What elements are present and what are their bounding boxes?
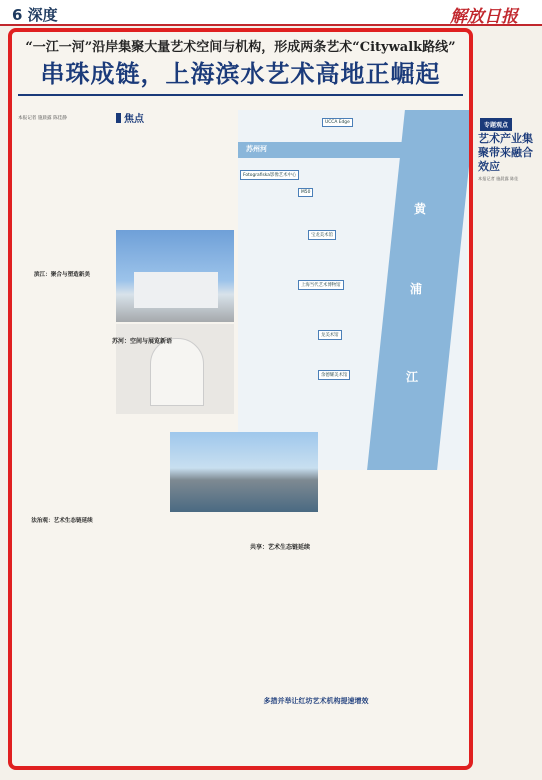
top-bar (0, 0, 542, 26)
subhead-1: 滨江：聚合与塑造新美 (34, 272, 90, 278)
map-label-m50: M50 (298, 188, 313, 197)
focus-bar-icon (116, 113, 121, 123)
creek-label: 苏州河 (246, 145, 267, 153)
right-article-byline: 本报记者 施晨露 陈佳 (478, 176, 519, 181)
art-map (238, 110, 467, 470)
map-label-ucca: UCCA Edge (322, 118, 353, 127)
focus-label: 焦点 (116, 110, 144, 125)
gallery-photo-exterior (116, 230, 234, 322)
right-article-column (478, 176, 540, 182)
sidebar-box-title: 多措并举让红坊艺术机构提速增效 (263, 697, 369, 705)
right-article-headline: 艺术产业集聚带来融合效应 (478, 132, 533, 173)
page-section-label: 6 深度 (12, 6, 58, 24)
right-section-tag: 专题观点 (480, 118, 512, 131)
map-label-psa: 上海当代艺术博物馆 (298, 280, 344, 290)
map-label-baolong: 宝龙美术馆 (308, 230, 336, 240)
article-byline: 本报记者 施晨露 陈佳静 (18, 116, 67, 121)
subhead-4: 法治观：艺术生态链延续 (31, 518, 93, 524)
headline-rule (18, 94, 463, 96)
river-label-3: 江 (406, 370, 419, 384)
map-label-long: 龙美术馆 (318, 330, 342, 340)
river-label-1: 黄 (414, 202, 427, 216)
article-column-1 (18, 116, 106, 526)
subhead-3: 共享：艺术生态链延续 (250, 544, 311, 551)
map-label-yuz: 余德耀美术馆 (318, 370, 350, 380)
article-headline: 串珠成链，上海滨水艺术高地正崛起 (40, 60, 441, 88)
newspaper-logo: 解放日报 (450, 7, 518, 27)
article-kicker: “一江一河”沿岸集聚大量艺术空间与机构，形成两条艺术“Citywalk路线” (25, 40, 456, 55)
riverside-skyline-photo (170, 432, 318, 512)
highlight-frame (8, 28, 473, 770)
subhead-2: 苏河：空间与展览新语 (112, 338, 173, 345)
river-label-2: 浦 (410, 282, 423, 296)
map-label-fotografiska: Fotografiska影像艺术中心 (240, 170, 299, 180)
